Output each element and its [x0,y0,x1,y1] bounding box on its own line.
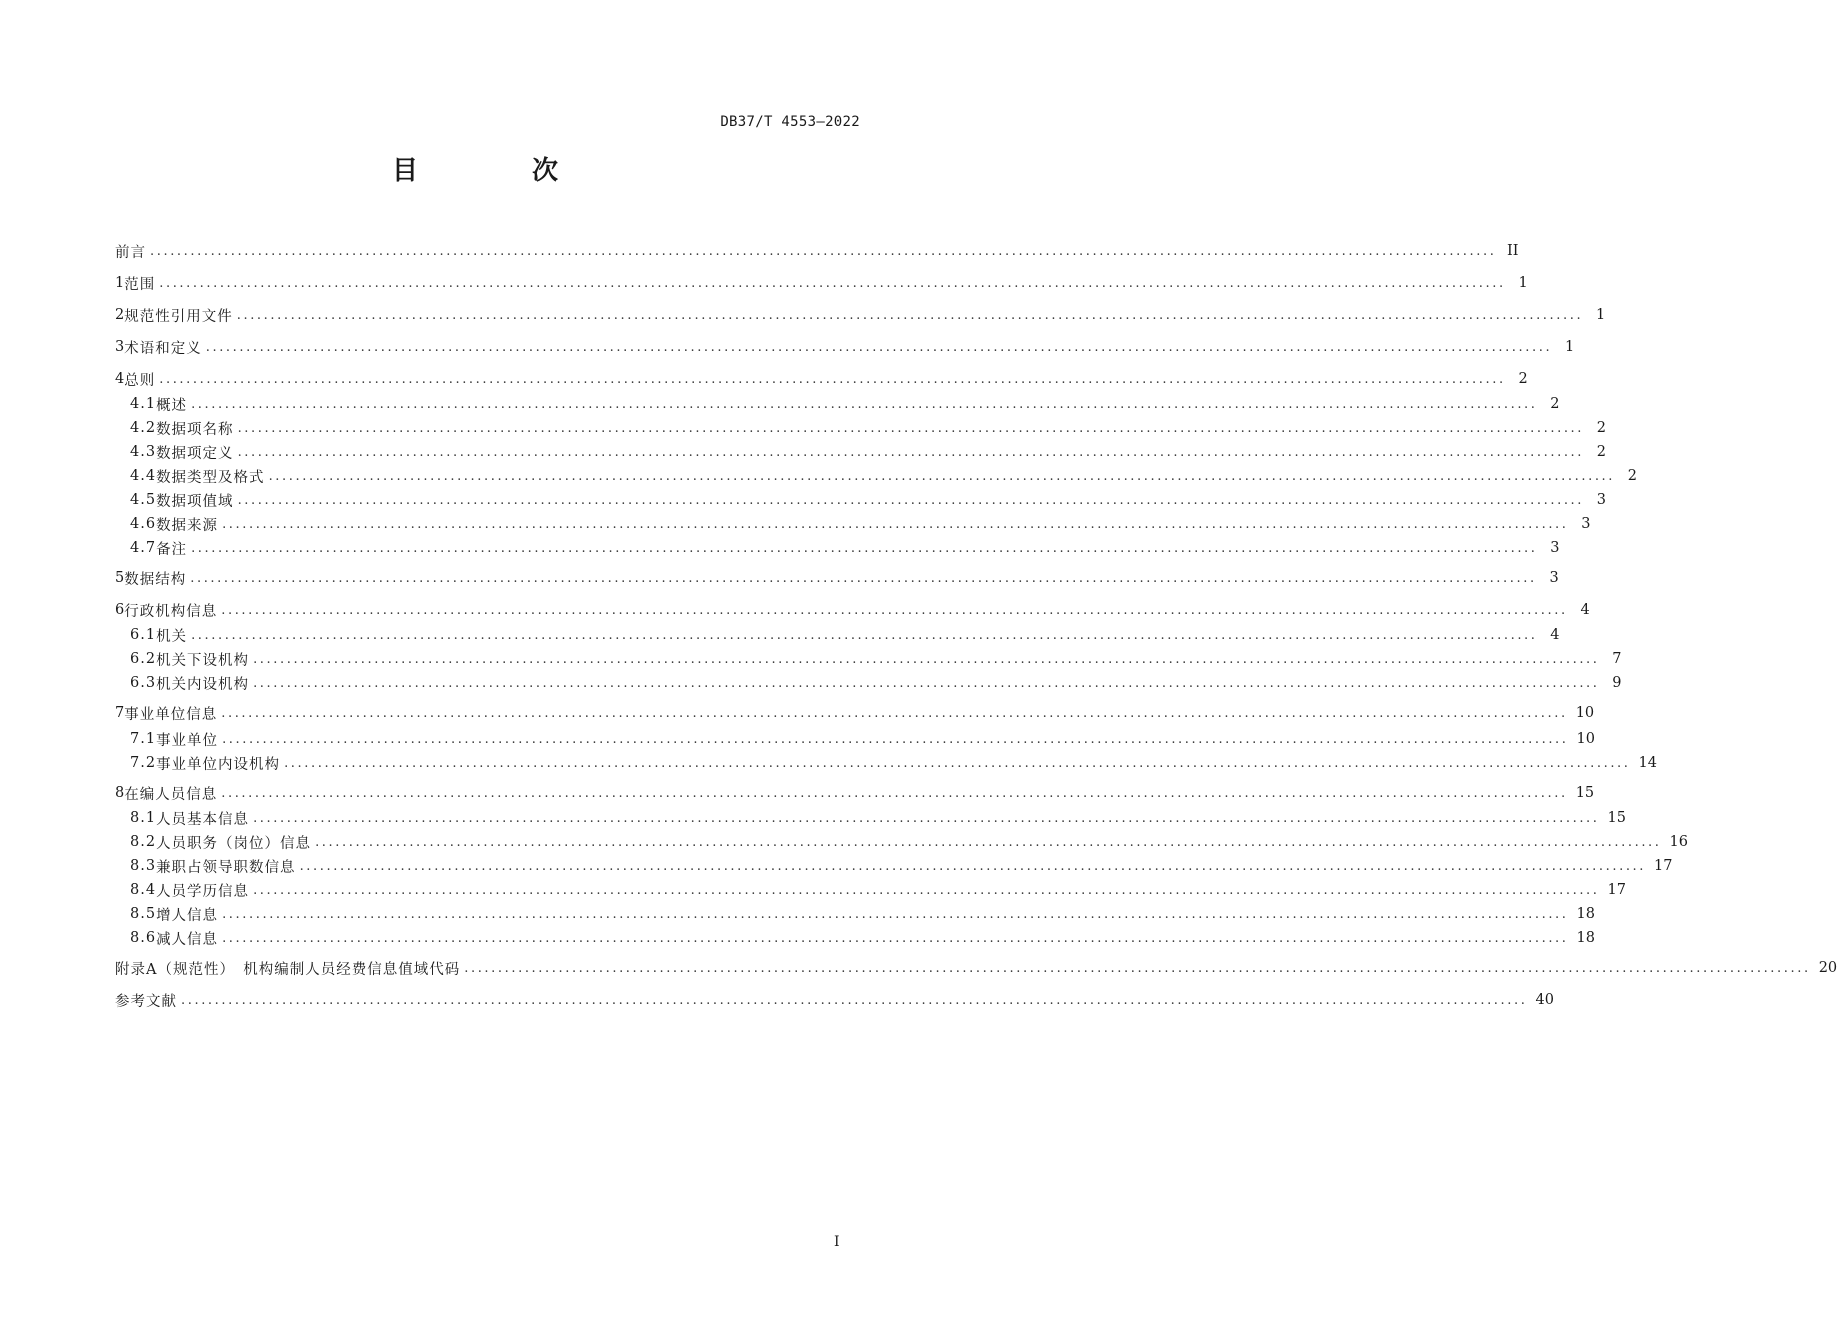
toc-dot-leader: ........................................................................................................................................................................................................ [190,570,1537,586]
toc-entry-page: II [1507,243,1519,259]
toc-entry-page: 17 [1654,858,1673,874]
toc-entry[interactable] [130,416,1607,440]
toc-dot-leader: ........................................................................................................................................................................................................ [222,906,1569,922]
toc-dot-leader: ........................................................................................................................................................................................................ [464,960,1811,976]
toc-entry-label: 备注 [156,541,188,558]
toc-entry-page: 3 [1550,540,1560,556]
toc-entry-number: 6 [115,602,125,618]
toc-entry-page: 40 [1535,992,1554,1008]
toc-entry-page: 2 [1596,444,1607,460]
toc-entry-number: 8.3 [130,858,157,874]
toc-entry[interactable] [130,623,1560,647]
toc-entry-number: 4.1 [130,396,157,412]
toc-entry-page: 17 [1607,882,1626,898]
toc-entry-page: 4 [1580,602,1590,618]
toc-entry-page: 3 [1581,516,1591,532]
toc-entry-number: 1 [115,275,125,291]
toc-entry-label: 减人信息 [156,931,219,948]
toc-entry-number: 7.2 [130,755,157,771]
toc-entry-label: 机关下设机构 [156,652,250,669]
toc-entry[interactable] [115,566,1559,590]
toc-entry-page: 2 [1518,371,1528,387]
toc-entry-label: 行政机构信息 [124,603,218,620]
toc-dot-leader: ........................................................................................................................................................................................................ [221,705,1568,721]
toc-entry[interactable] [130,512,1591,536]
toc-dot-leader: ........................................................................................................................................................................................................ [221,785,1568,801]
toc-entry[interactable] [130,464,1638,488]
toc-entry[interactable] [115,239,1519,263]
toc-dot-leader: ........................................................................................................................................................................................................ [299,858,1647,874]
toc-dot-leader: ........................................................................................................................................................................................................ [253,651,1600,667]
toc-entry[interactable] [130,878,1626,902]
toc-entry[interactable] [115,271,1528,295]
toc-entry-page: 3 [1596,492,1607,508]
toc-dot-leader: ........................................................................................................................................................................................................ [191,627,1538,643]
toc-entry-number: 4.4 [130,468,157,484]
toc-entry[interactable] [115,598,1590,622]
toc-entry-page: 15 [1607,810,1626,826]
toc-entry-number: 4.7 [130,540,157,556]
toc-entry-label: 数据来源 [156,517,219,534]
toc-dot-leader: ........................................................................................................................................................................................................ [181,992,1528,1008]
toc-entry-page: 1 [1564,339,1575,355]
toc-entry-page: 10 [1576,731,1595,747]
toc-entry-number: 8.4 [130,882,157,898]
toc-dot-leader: ........................................................................................................................................................................................................ [237,492,1585,508]
toc-entry-number: 6.2 [130,651,157,667]
toc-dot-leader: ........................................................................................................................................................................................................ [237,420,1585,436]
toc-dot-leader: ........................................................................................................................................................................................................ [268,468,1616,484]
toc-entry[interactable] [130,727,1595,751]
toc-dot-leader: ........................................................................................................................................................................................................ [237,444,1585,460]
toc-entry-number: 4 [115,371,125,387]
toc-entry-label: 兼职占领导职数信息 [156,859,296,876]
toc-entry-number: 5 [115,570,125,586]
toc-entry-label: 附录A（规范性） 机构编制人员经费信息值域代码 [115,961,461,978]
toc-entry-page: 16 [1669,834,1688,850]
toc-entry-page: 2 [1550,396,1560,412]
toc-entry-number: 8 [115,785,125,801]
toc-entry-label: 增人信息 [156,907,219,924]
toc-entry-label: 事业单位 [156,732,219,749]
toc-entry-number: 8.2 [130,834,157,850]
toc-entry-page: 7 [1612,651,1622,667]
toc-entry-number: 2 [115,307,125,323]
toc-entry-label: 数据结构 [124,571,187,588]
toc-entry[interactable] [130,806,1626,830]
toc-dot-leader: ........................................................................................................................................................................................................ [253,675,1600,691]
toc-entry-label: 机关内设机构 [156,676,250,693]
toc-entry-label: 人员职务（岗位）信息 [156,835,312,852]
page-title: 目 次 [391,156,602,186]
toc-dot-leader: ........................................................................................................................................................................................................ [191,540,1538,556]
toc-entry-label: 数据类型及格式 [156,469,265,486]
toc-dot-leader: ........................................................................................................................................................................................................ [205,339,1553,355]
toc-entry-label: 机关 [156,628,188,645]
toc-entry-number: 4.5 [130,492,157,508]
toc-dot-leader: ........................................................................................................................................................................................................ [315,834,1662,850]
toc-dot-leader: ........................................................................................................................................................................................................ [150,243,1497,259]
toc-entry-page: 14 [1638,755,1657,771]
toc-entry-number: 4.3 [130,444,157,460]
toc-dot-leader: ........................................................................................................................................................................................................ [222,516,1569,532]
toc-entry-page: 1 [1518,275,1528,291]
toc-dot-leader: ........................................................................................................................................................................................................ [159,371,1506,387]
toc-dot-leader: ........................................................................................................................................................................................................ [253,810,1600,826]
toc-dot-leader: ........................................................................................................................................................................................................ [221,602,1568,618]
toc-entry[interactable] [115,701,1595,725]
toc-entry-label: 总则 [124,372,156,389]
toc-entry-page: 15 [1575,785,1595,801]
toc-entry-page: 1 [1595,307,1606,323]
toc-entry-number: 3 [115,339,125,355]
toc-entry-label: 人员学历信息 [156,883,250,900]
toc-entry-label: 术语和定义 [124,340,202,357]
toc-entry-page: 2 [1596,420,1607,436]
toc-entry-page: 20 [1818,960,1837,976]
toc-dot-leader: ........................................................................................................................................................................................................ [191,396,1538,412]
toc-entry[interactable] [115,781,1595,805]
toc-entry[interactable] [130,488,1607,512]
toc-entry-number: 8.6 [130,930,157,946]
toc-entry-label: 人员基本信息 [156,811,250,828]
toc-dot-leader: ........................................................................................................................................................................................................ [284,755,1631,771]
toc-entry[interactable] [115,303,1606,327]
toc-entry-label: 数据项值域 [156,493,234,510]
footer-page-number: I [834,1234,840,1250]
toc-entry-page: 18 [1576,930,1595,946]
toc-entry-number: 4.6 [130,516,157,532]
toc-entry-number: 7.1 [130,731,157,747]
toc-entry[interactable] [130,440,1607,464]
toc-entry-number: 6.3 [130,675,157,691]
toc-entry[interactable] [115,335,1575,359]
toc-entry-page: 4 [1550,627,1560,643]
toc-entry-label: 在编人员信息 [124,786,218,803]
toc-entry-page: 2 [1627,468,1638,484]
toc-entry[interactable] [130,751,1657,775]
toc-entry-number: 8.5 [130,906,157,922]
toc-entry-number: 7 [115,705,125,721]
toc-entry[interactable] [130,392,1560,416]
document-code: DB37/T 4553—2022 [720,114,860,130]
toc-entry-label: 数据项定义 [156,445,234,462]
toc-dot-leader: ........................................................................................................................................................................................................ [159,275,1506,291]
toc-dot-leader: ........................................................................................................................................................................................................ [236,307,1584,323]
toc-entry[interactable] [130,926,1595,950]
toc-entry[interactable] [130,536,1560,560]
toc-entry-label: 事业单位内设机构 [156,756,281,773]
toc-dot-leader: ........................................................................................................................................................................................................ [222,930,1569,946]
toc-entry[interactable] [115,988,1554,1012]
toc-entry-page: 18 [1576,906,1595,922]
toc-entry[interactable] [130,671,1622,695]
toc-entry-label: 数据项名称 [156,421,234,438]
toc-entry[interactable] [130,647,1622,671]
toc-entry-label: 概述 [156,397,188,414]
toc-entry[interactable] [115,956,1837,980]
toc-entry-page: 10 [1575,705,1595,721]
toc-entry-page: 9 [1612,675,1622,691]
toc-entry-label: 规范性引用文件 [124,308,233,325]
toc-entry-number: 8.1 [130,810,157,826]
toc-entry-label: 范围 [124,276,156,293]
toc-entry-number: 4.2 [130,420,157,436]
toc-entry-label: 事业单位信息 [124,706,218,723]
toc-entry-label: 参考文献 [115,993,177,1010]
toc-entry-page: 3 [1549,570,1559,586]
toc-entry[interactable] [115,367,1528,391]
toc-entry[interactable] [130,854,1673,878]
toc-dot-leader: ........................................................................................................................................................................................................ [253,882,1600,898]
toc-entry[interactable] [130,902,1595,926]
toc-entry[interactable] [130,830,1688,854]
toc-dot-leader: ........................................................................................................................................................................................................ [222,731,1569,747]
toc-entry-number: 6.1 [130,627,157,643]
toc-entry-label: 前言 [115,244,146,261]
